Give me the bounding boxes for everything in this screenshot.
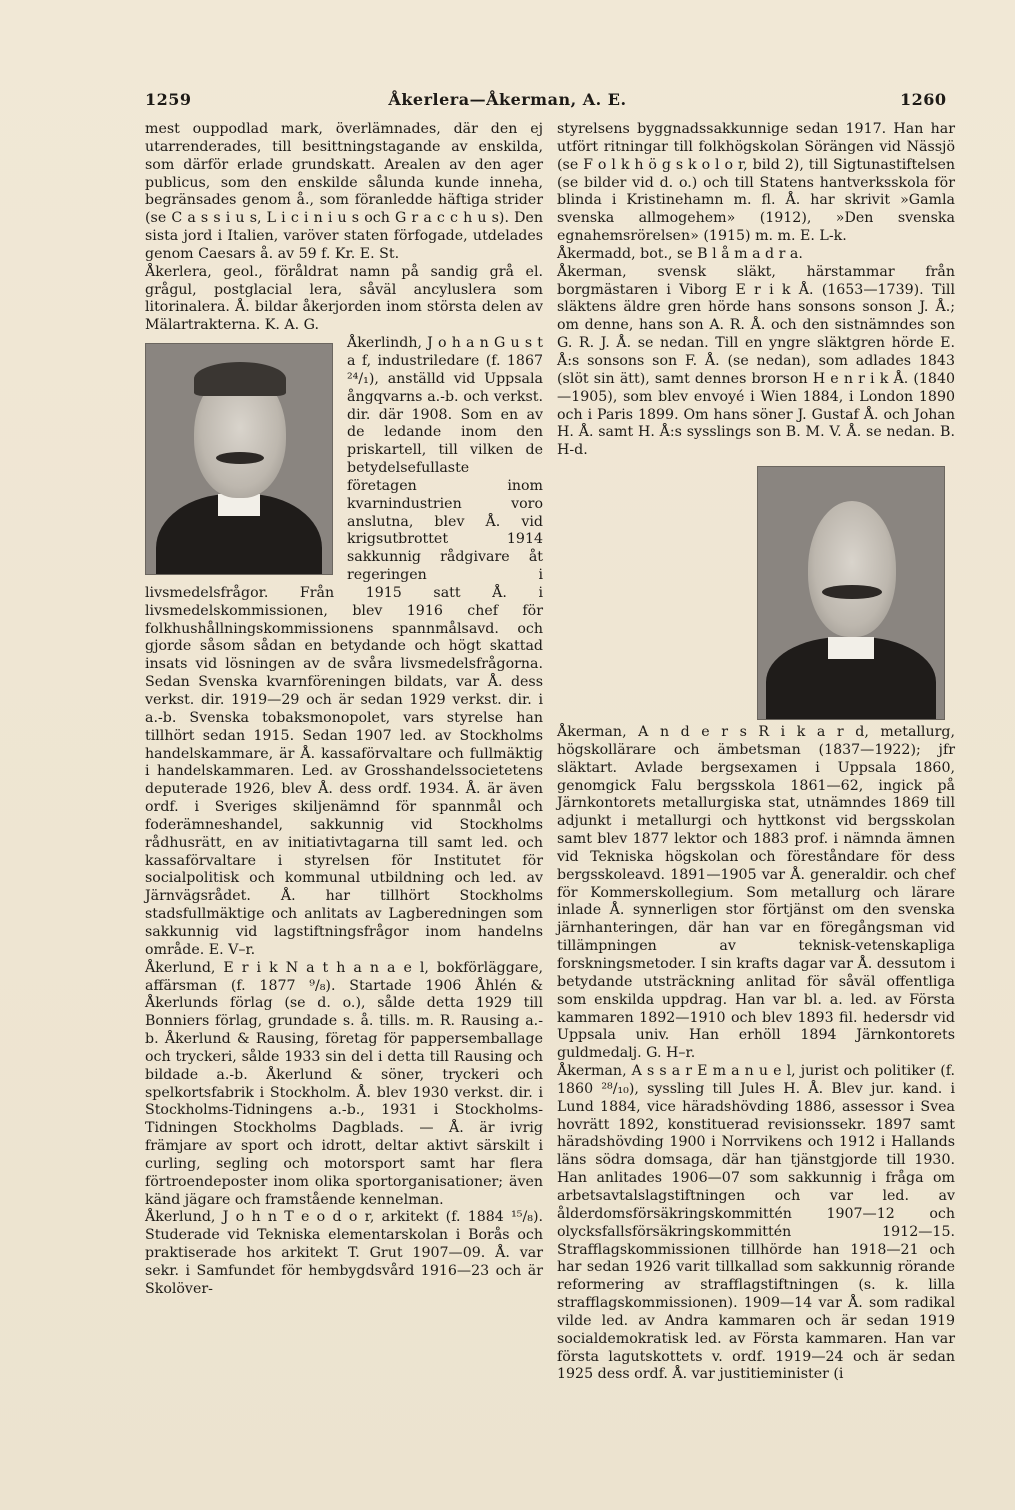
portrait-akerlindh	[145, 343, 333, 575]
article-continuation: styrelsens byggnadssakkunnige sedan 1917. Han har utfört ritningar till folkhögskolan Sörängen vid Nässjö (se F o l k h ö g s k o l o r, bild 2), till Sigtunastiftelsen (se bilder vid d. o.) och till Statens hantverksskola för blinda i Kristinehamn m. fl. Å. har skrivit »Gamla svenska allmogehem» (1912), »Den svenska egnahemsrörelsen» (1915) m. m. E. L-k.	[557, 121, 955, 245]
right-column	[557, 121, 955, 1384]
portrait-akerman-anders	[757, 466, 945, 720]
article-akerlund-erik: Åkerlund, E r i k N a t h a n a e l, bokförläggare, affärsman (f. 1877 ⁹/₈). Startade 1906 Åhlén & Åkerlunds förlag (se d. o.), sålde detta 1929 till Bonniers förlag, grundade s. å. tills. m. R. Rausing a.-b. Åkerlund & Rausing, företag för pappersemballage och tryckeri, sålde 1933 sin del i detta till Rausing och bildade a.-b. Åkerlund & söner, tryckeri och spelkortsfabrik i Stockholm. Å. blev 1930 verkst. dir. i Stockholms-Tidningens a.-b., 1931 i Stockholms-Tidningen Stockholms Dagblads. — Å. är ivrig främjare av sport och idrott, deltar aktivt särskilt i curling, segling och motorsport samt har flera förtroendeposter inom olika sportorganisationer; även känd jägare och framstående kennelman.	[145, 959, 543, 1208]
article-akerman-anders: Åkerman, A n d e r s R i k a r d, metallurg, högskollärare och ämbetsman (1837—1922); jfr släktart. Avlade bergsexamen i Uppsala 1860, genomgick Falu bergsskola 1861—62, ingick på Järnkontorets metallurgiska stat, utnämndes 1869 till adjunkt i metallurgi och hyttkonst vid bergsskolan samt blev 1877 lektor och 1883 prof. i nämnda ämnen vid Tekniska högskolan och föreståndare för dess bergsskoleavd. 1891—1905 var Å. generaldir. och chef för Kommerskollegium. Som metallurg och lärare inlade Å. synnerligen stor förtjänst om den svenska järnhanteringen, där han var en föregångsman vid tillämpningen av teknisk-vetenskapliga forskningsmetoder. I sin krafts dagar var Å. dessutom i betydande utsträckning anlitad för såväl offentliga som enskilda uppdrag. Han var bl. a. led. av Första kammaren 1892—1910 och blev 1893 fil. hedersdr vid Uppsala univ. Han erhöll 1894 Järnkontorets guldmedalj. G. H–r.	[557, 724, 955, 1062]
page-number-right: 1260	[900, 90, 947, 109]
article-akerlund-john: Åkerlund, J o h n T e o d o r, arkitekt (f. 1884 ¹⁵/₈). Studerade vid Tekniska elementarskolan i Borås och praktiserade hos arkitekt T. Grut 1907—09. Å. var sekr. i Samfundet för hembygdsvård 1916—23 och är Skolöver-	[145, 1209, 543, 1297]
article-akermadd: Åkermadd, bot., se B l å m a d r a.	[557, 245, 803, 262]
running-head: Åkerlera—Åkerman, A. E.	[388, 90, 627, 109]
page-number-left: 1259	[145, 90, 192, 109]
article-akerlera: Åkerlera, geol., föråldrat namn på sandig grå el. grågul, postglacial lera, såväl ancyluslera som litorinalera. Å. bildar åkerjorden inom största delen av Mälartrakterna. K. A. G.	[145, 263, 543, 334]
article-akerman-assar: Åkerman, A s s a r E m a n u e l, jurist och politiker (f. 1860 ²⁸/₁₀), syssling till Jules H. Å. Blev jur. kand. i Lund 1884, vice häradshövding 1886, assessor i Svea hovrätt 1892, konstituerad revisionssekr. 1897 samt häradshövding 1900 i Norrvikens och 1912 i Hallands läns södra domsaga, där han tjänstgjorde till 1930. Han anlitades 1906—07 som sakkunnig i fråga om arbetsavtalslagstiftningen och var led. av ålderdomsförsäkringskommittén 1907—12 och olycksfallsförsäkringskommittén 1912—15. Strafflagskommissionen tillhörde han 1918—21 och har sedan 1926 varit tillkallad som sakkunnig rörande reformering av strafflagstiftningen (s. k. lilla strafflagskommissionen). 1909—14 var Å. som radikal vilde led. av Andra kammaren och är sedan 1919 socialdemokratisk led. av Första kammaren. Han var första lagutskottets v. ordf. 1919—24 och är sedan 1925 dess ordf. Å. var justitieminister (i	[557, 1063, 955, 1383]
left-column	[145, 121, 543, 1299]
article-paragraph: mest ouppodlad mark, överlämnades, där den ej utarrenderades, till besittningstagande av enskilda, som därför erlade grundskatt. Arealen av den ager publicus, som den enskilde sålunda kunde inneha, begränsades genom å., som föranledde häftiga strider (se C a s s i u s, L i c i n i u s och G r a c c h u s). Den sista jord i Italien, varöver staten förfogade, utdelades genom Caesars å. av 59 f. Kr. E. St.	[145, 121, 543, 262]
article-akerman-family: Åkerman, svensk släkt, härstammar från borgmästaren i Viborg E r i k Å. (1653—1739). Till släktens äldre gren hörde hans sonsons sonson J. Å.; om denne, hans son A. R. Å. och den sistnämndes son G. R. J. Å. se nedan. Till en yngre släktgren hörde E. Å:s sonsons son F. Å. (se nedan), som adlades 1843 (slöt sin ätt), samt dennes brorson H e n r i k Å. (1840—1905), som blev envoyé i Wien 1884, i London 1890 och i Paris 1899. Om hans söner J. Gustaf Å. och Johan H. Å. samt H. Å:s sysslings son B. M. V. Å. se nedan. B. H-d.	[557, 263, 955, 459]
article-akerlindh: Åkerlindh, J o h a n G u s t a f, industriledare (f. 1867 ²⁴/₁), anställd vid Uppsala ångqvarns a.-b. och verkst. dir. där 1908. Som en av de ledande inom den priskartell, till vilken de betydelsefullaste företagen inom kvarnindustrien voro anslutna, blev Å. vid krigsutbrottet 1914 sakkunnig rådgivare åt regeringen i livsmedelsfrågor. Från 1915 satt Å. i livsmedelskommissionen, blev 1916 chef för folkhushållningskommissionens spannmålsavd. och gjorde såsom sådan en betydande och högt skattad insats vid lösningen av de svåra livsmedelsfrågorna. Sedan Svenska kvarnföreningen bildats, var Å. dess verkst. dir. 1919—29 och är sedan 1929 verkst. dir. i a.-b. Svenska tobaksmonopolet, vars styrelse han tillhört sedan 1915. Sedan 1907 led. av Stockholms handelskammare, är Å. kassaförvaltare och fullmäktig i handelskammaren. Led. av Grosshandelssocietetens deputerade 1926, blev Å. dess ordf. 1934. Å. är även ordf. i Sveriges skiljenämnd för spannmål och foderämneshandel, sakkunnig vid Stockholms rådhusrätt, en av initiativtagarna till samt led. och kassaförvaltare i styrelsen för Institutet för socialpolitisk och kommunal utbildning och led. av Järnvägsrådet. Å. har tillhört Stockholms stadsfullmäktige och anlitats av Lagberedningen som sakkunnig vid lagstiftningsfrågor inom handelns område. E. V–r.	[145, 335, 543, 958]
